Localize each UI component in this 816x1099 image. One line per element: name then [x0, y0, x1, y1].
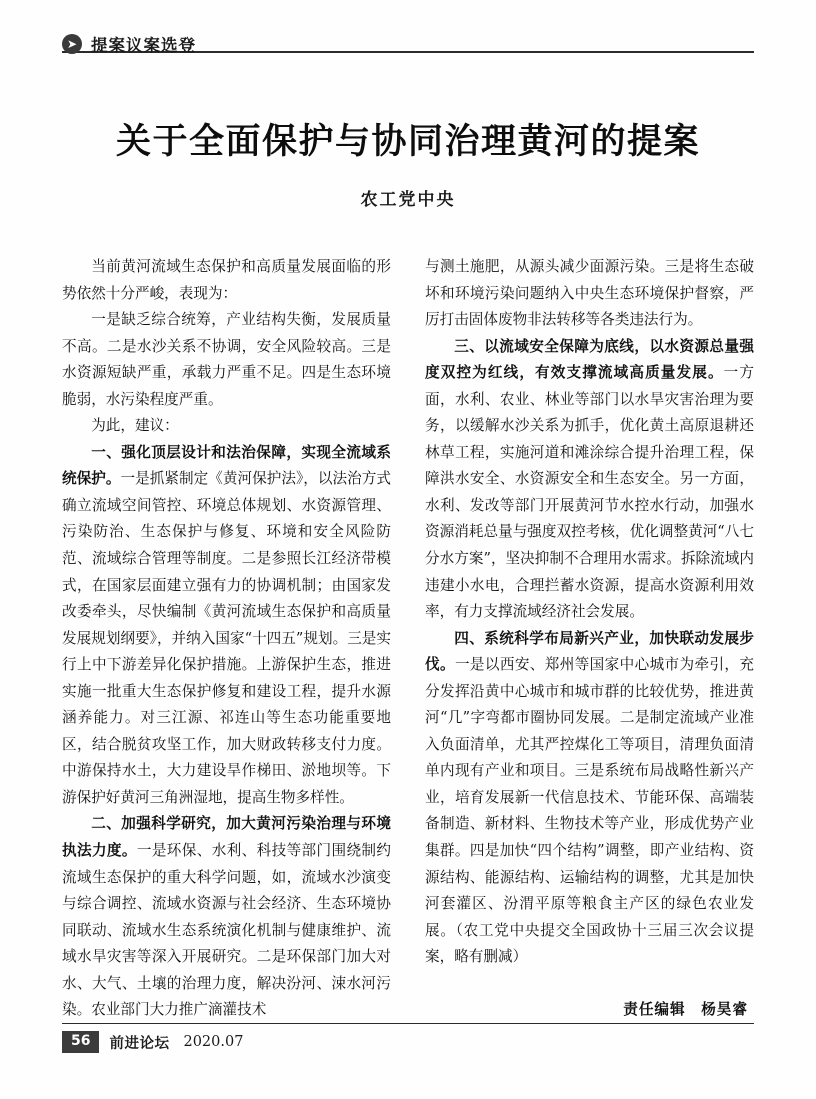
issue-date: 2020.07	[183, 1034, 244, 1051]
column-left	[62, 254, 391, 1024]
paragraph: 二、加强科学研究，加大黄河污染治理与环境执法力度。一是环保、水利、科技等部门围绕制约流域生态保护的重大科学问题，如，流域水沙演变与综合调控、流域水资源与社会经济、生态环境协同联动、流域水生态系统演化机制与健康维护、流域水旱灾害等深入开展研究。二是环保部门加大对水、大气、土壤的治理力度，解决汾河、涑水河污染。农业部门大力推广滴灌技术	[62, 815, 391, 1019]
paragraph: 一、强化顶层设计和法治保障，实现全流域系统保护。一是抓紧制定《黄河保护法》，以法治方式确立流域空间管控、环境总体规划、水资源管理、污染防治、生态保护与修复、环境和安全风险防范、流域综合管理等制度。二是参照长江经济带模式，在国家层面建立强有力的协调机制；由国家发改委牵头，尽快编制《黄河流域生态保护和高质量发展规划纲要》，并纳入国家“十四五”规划。三是实行上中下游差异化保护措施。上游保护生态，推进实施一批重大生态保护修复和建设工程，提升水源涵养能力。对三江源、祁连山等生态功能重要地区，结合脱贫攻坚工作，加大财政转移支付力度。中游保持水土，大力建设旱作梯田、淤地坝等。下游保护好黄河三角洲湿地，提高生物多样性。	[62, 443, 391, 806]
author-name: 农工党中央	[360, 190, 456, 210]
editor-signature: 责任编辑 杨昊睿	[623, 1000, 748, 1018]
paragraph: 为此，建议：	[91, 417, 179, 435]
paragraph-lead: 三、以流域安全保障为底线，以水资源总量强度双控为红线，有效支撑流域高质量发展。	[425, 337, 754, 382]
paragraph: 与测土施肥，从源头减少面源污染。三是将生态破坏和环境污染问题纳入中央生态环境保护督察，严厉打击固体废物非法转移等各类违法行为。	[425, 258, 754, 329]
paragraph-lead: 四、系统科学布局新兴产业，加快联动发展步伐。	[425, 629, 754, 674]
paragraph-lead: 一、强化顶层设计和法治保障，实现全流域系统保护。	[62, 443, 391, 488]
circle-arrow-icon: ➤	[62, 34, 82, 54]
paragraph: 四、系统科学布局新兴产业，加快联动发展步伐。一是以西安、郑州等国家中心城市为牵引，充分发挥沿黄中心城市和城市群的比较优势，推进黄河“几”字弯都市圈协同发展。二是制定流域产业准入负面清单，尤其严控煤化工等项目，清理负面清单内现有产业和项目。三是系统布局战略性新兴产业，培育发展新一代信息技术、节能环保、高端装备制造、新材料、生物技术等产业，形成优势产业集群。四是加快“四个结构”调整，即产业结构、资源结构、能源结构、运输结构的调整，尤其是加快河套灌区、汾渭平原等粮食主产区的绿色农业发展。（农工党中央提交全国政协十三届三次会议提案，略有删减）	[425, 629, 754, 966]
page-number: 56	[62, 1031, 99, 1053]
article-body	[62, 254, 754, 1024]
paragraph: 三、以流域安全保障为底线，以水资源总量强度双控为红线，有效支撑流域高质量发展。一方面，水利、农业、林业等部门以水旱灾害治理为要务，以缓解水沙关系为抓手，优化黄土高原退耕还林草工程，实施河道和滩涂综合提升治理工程，保障洪水安全、水资源安全和生态安全。另一方面，水利、发改等部门开展黄河节水控水行动，加强水资源消耗总量与强度双控考核，优化调整黄河“八七分水方案”，坚决抑制不合理用水需求。拆除流域内违建小水电，合理拦蓄水资源，提高水资源利用效率，有力支撑流域经济社会发展。	[425, 337, 754, 621]
magazine-name: 前进论坛	[109, 1035, 170, 1052]
page-footer	[62, 1023, 754, 1053]
paragraph: 一是缺乏综合统筹，产业结构失衡，发展质量不高。二是水沙关系不协调，安全风险较高。三是水资源短缺严重，承载力严重不足。四是生态环境脆弱，水污染程度严重。	[62, 311, 391, 408]
column-right	[425, 254, 754, 1024]
section-label: 提案议案选登	[91, 36, 196, 55]
section-header	[62, 0, 754, 55]
title-block	[62, 121, 754, 210]
footer-divider	[62, 1023, 754, 1024]
page-title: 关于全面保护与协同治理黄河的提案	[115, 122, 700, 162]
paragraph-lead: 二、加强科学研究，加大黄河污染治理与环境执法力度。	[62, 815, 391, 860]
paragraph: 当前黄河流域生态保护和高质量发展面临的形势依然十分严峻，表现为：	[62, 258, 391, 302]
